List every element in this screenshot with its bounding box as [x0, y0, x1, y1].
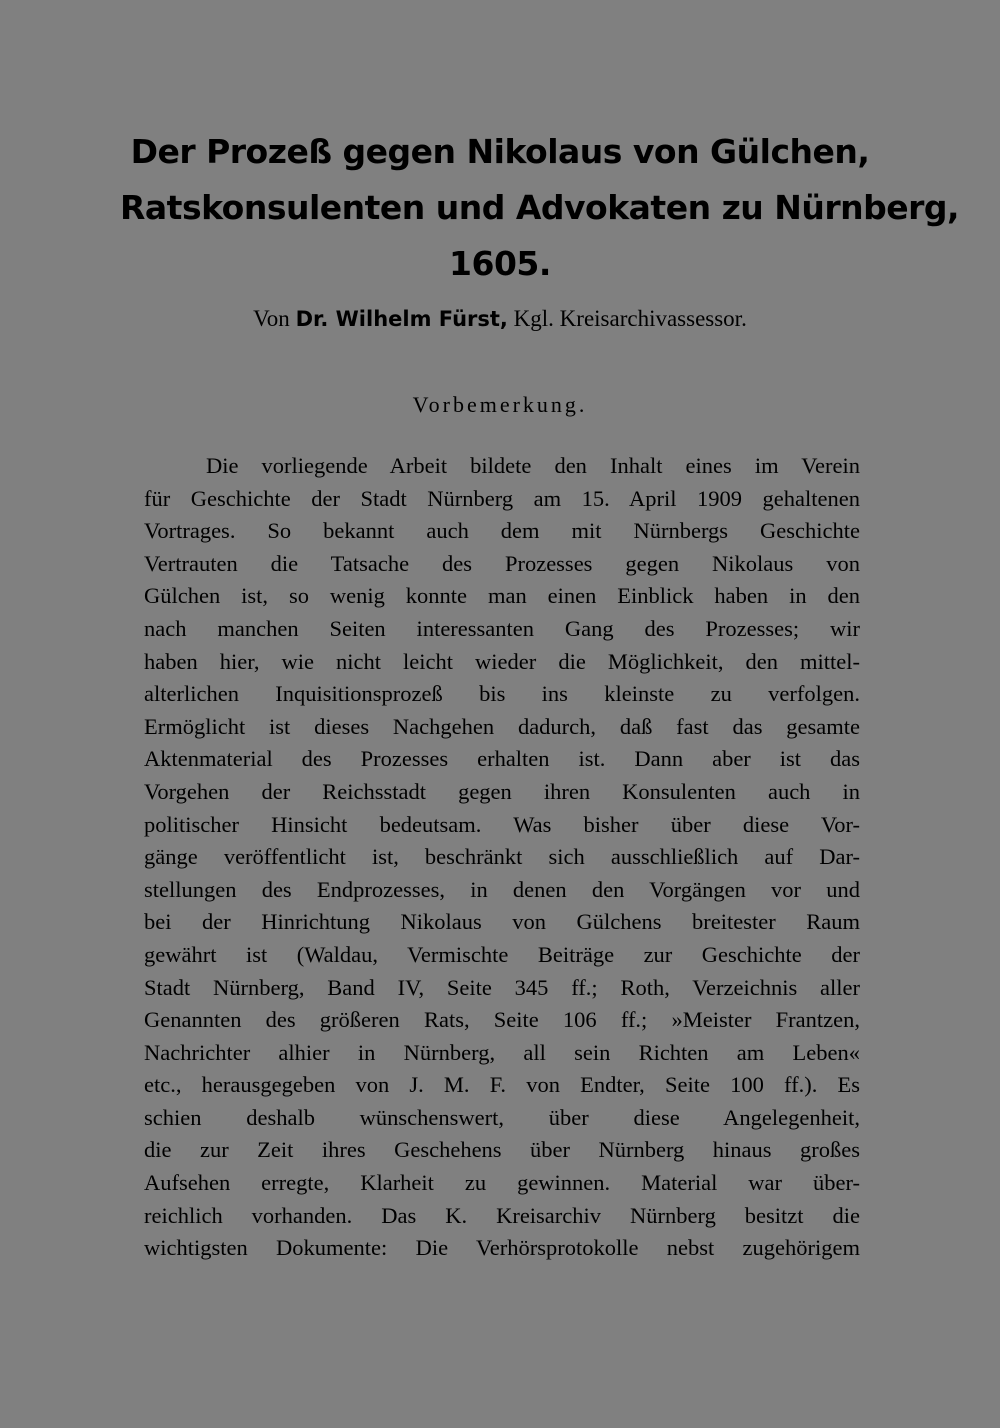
body-line: die zur Zeit ihres Geschehens über Nürnberg hinaus großes [144, 1137, 860, 1163]
body-line: nach manchen Seiten interessanten Gang des Prozesses; wir [144, 615, 860, 641]
body-line: stellungen des Endprozesses, in denen den Vorgängen vor und [144, 876, 860, 902]
body-line: Aktenmaterial des Prozesses erhalten ist. Dann aber ist das [144, 746, 860, 772]
body-line: alterlichen Inquisitionsprozeß bis ins kleinste zu verfolgen. [144, 681, 860, 707]
body-line: gewährt ist (Waldau, Vermischte Beiträge zur Geschichte der [144, 941, 860, 967]
body-line: Stadt Nürnberg, Band IV, Seite 345 ff.; Roth, Verzeichnis aller [144, 974, 860, 1000]
body-line: reichlich vorhanden. Das K. Kreisarchiv Nürnberg besitzt die [144, 1202, 860, 1228]
body-line: Vorgehen der Reichsstadt gegen ihren Konsulenten auch in [144, 778, 860, 804]
body-line: gänge veröffentlicht ist, beschränkt sich ausschließlich auf Dar- [144, 844, 860, 870]
body-line: etc., herausgegeben von J. M. F. von Endter, Seite 100 ff.). Es [144, 1072, 860, 1098]
title-line-1: Der Prozeß gegen Nikolaus von Gülchen, [130, 132, 870, 171]
section-heading: Vorbemerkung. [412, 392, 588, 417]
body-text [144, 450, 860, 1265]
byline-prefix: Von [253, 306, 290, 331]
byline-author: Dr. Wilhelm Fürst, [295, 307, 508, 331]
body-line: Gülchen ist, so wenig konnte man einen Einblick haben in den [144, 583, 860, 609]
body-line: haben hier, wie nicht leicht wieder die Möglichkeit, den mittel- [144, 648, 860, 674]
body-line: bei der Hinrichtung Nikolaus von Gülchens breitester Raum [144, 909, 860, 935]
body-line: schien deshalb wünschenswert, über diese Angelegenheit, [144, 1104, 860, 1130]
title-line-2: Ratskonsulenten und Advokaten zu Nürnberg, [120, 188, 960, 227]
byline [120, 306, 880, 332]
body-line: politischer Hinsicht bedeutsam. Was bisher über diese Vor- [144, 811, 860, 837]
body-line: Vortrages. So bekannt auch dem mit Nürnbergs Geschichte [144, 518, 860, 544]
title-line-3: 1605. [449, 244, 551, 283]
body-line: Vertrauten die Tatsache des Prozesses gegen Nikolaus von [144, 550, 860, 576]
body-line: wichtigsten Dokumente: Die Verhörsprotokolle nebst zugehörigem [144, 1235, 860, 1261]
document-title [120, 124, 960, 292]
body-line: Aufsehen erregte, Klarheit zu gewinnen. Material war über- [144, 1170, 860, 1196]
body-line: Nachrichter alhier in Nürnberg, all sein Richten am Leben« [144, 1039, 860, 1065]
byline-suffix: Kgl. Kreisarchivassessor. [513, 306, 747, 331]
body-line: Die vorliegende Arbeit bildete den Inhalt eines im Verein [206, 453, 860, 478]
body-line: für Geschichte der Stadt Nürnberg am 15. April 1909 gehaltenen [144, 485, 860, 511]
body-line: Ermöglicht ist dieses Nachgehen dadurch, daß fast das gesamte [144, 713, 860, 739]
body-line: Genannten des größeren Rats, Seite 106 ff.; »Meister Frantzen, [144, 1007, 860, 1033]
